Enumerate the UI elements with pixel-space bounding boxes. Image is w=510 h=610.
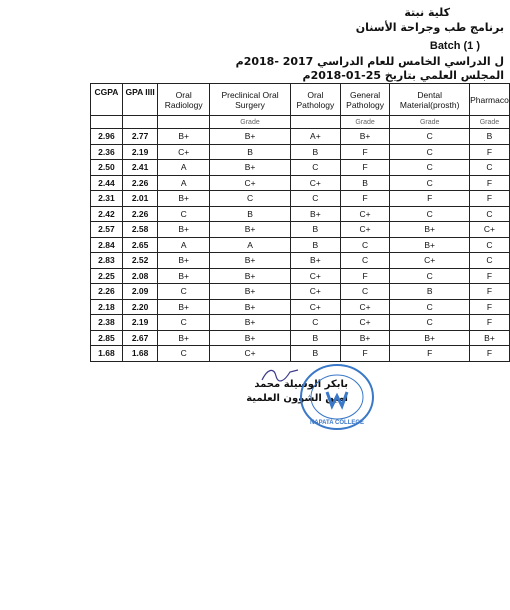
subheader-cell: Grade: [210, 116, 291, 129]
grade-cell: B+: [390, 237, 470, 253]
subheader-cell: Grade: [340, 116, 390, 129]
grade-cell: C+: [210, 346, 291, 362]
grade-cell: B: [210, 206, 291, 222]
grade-cell: B+: [158, 268, 210, 284]
grade-cell: C: [469, 237, 509, 253]
column-header-gpa: GPA IIII: [122, 84, 158, 116]
gpa-cell: 2.52: [122, 253, 158, 269]
gpa-cell: 2.08: [122, 268, 158, 284]
grade-cell: B+: [210, 160, 291, 176]
grade-cell: B+: [340, 129, 390, 145]
grade-cell: C: [158, 206, 210, 222]
program-name: برنامج طب وجراحة الأسنان: [355, 21, 504, 34]
grade-cell: B: [291, 222, 341, 238]
grade-cell: C+: [291, 268, 341, 284]
batch-label: Batch (1 ): [429, 40, 480, 52]
grade-cell: C: [340, 284, 390, 300]
table-row: [91, 268, 510, 284]
column-header-pharmaco: Pharmaco: [469, 84, 509, 116]
table-row: [91, 346, 510, 362]
grade-cell: C+: [390, 253, 470, 269]
gpa-cell: 1.68: [122, 346, 158, 362]
gpa-cell: 2.77: [122, 129, 158, 145]
gpa-cell: 2.19: [122, 315, 158, 331]
grade-cell: C: [291, 160, 341, 176]
signatory-name: بابكر الوسيلة محمد: [254, 379, 348, 390]
grade-cell: B+: [210, 268, 291, 284]
grade-cell: C+: [340, 299, 390, 315]
grade-cell: B: [390, 284, 470, 300]
gpa-cell: 2.01: [122, 191, 158, 207]
grade-cell: B+: [390, 222, 470, 238]
gpa-cell: 2.26: [122, 206, 158, 222]
grade-cell: C: [469, 160, 509, 176]
grade-cell: C: [158, 346, 210, 362]
gpa-cell: 2.26: [122, 175, 158, 191]
subheader-cell: Grade: [390, 116, 470, 129]
grade-cell: C: [340, 237, 390, 253]
grade-cell: F: [390, 191, 470, 207]
grade-cell: C+: [158, 144, 210, 160]
semester-title: ل الدراسي الخامس للعام الدراسي 2017 -2018م: [235, 55, 504, 68]
gpa-cell: 2.96: [91, 129, 123, 145]
table-header-row: [91, 84, 510, 116]
svg-text:NAPATA COLLEGE: NAPATA COLLEGE: [309, 420, 365, 426]
gpa-cell: 2.20: [122, 299, 158, 315]
table-row: [91, 284, 510, 300]
grade-cell: B+: [158, 299, 210, 315]
grade-cell: C: [390, 129, 470, 145]
grade-cell: B+: [158, 253, 210, 269]
grade-cell: F: [469, 284, 509, 300]
grade-cell: C: [158, 315, 210, 331]
grade-cell: C+: [291, 284, 341, 300]
gpa-cell: 2.84: [91, 237, 123, 253]
grade-cell: F: [340, 268, 390, 284]
grade-cell: B+: [469, 330, 509, 346]
grade-cell: F: [469, 299, 509, 315]
subheader-cell: [291, 116, 341, 129]
grade-cell: A: [158, 175, 210, 191]
table-row: [91, 299, 510, 315]
grade-cell: F: [469, 191, 509, 207]
column-header-general-pathology: General Pathology: [340, 84, 390, 116]
grade-cell: B+: [340, 330, 390, 346]
table-subheader-row: [91, 116, 510, 129]
grade-cell: A: [210, 237, 291, 253]
table-row: [91, 175, 510, 191]
grade-cell: C+: [291, 175, 341, 191]
grade-cell: C: [291, 191, 341, 207]
grade-cell: A: [158, 237, 210, 253]
grade-cell: B+: [210, 129, 291, 145]
gpa-cell: 2.58: [122, 222, 158, 238]
subheader-cell: [122, 116, 158, 129]
gpa-cell: 2.50: [91, 160, 123, 176]
grade-cell: B+: [390, 330, 470, 346]
gpa-cell: 2.41: [122, 160, 158, 176]
gpa-cell: 2.65: [122, 237, 158, 253]
grade-cell: B+: [158, 191, 210, 207]
grade-cell: A: [158, 160, 210, 176]
table-row: [91, 144, 510, 160]
grade-cell: B+: [291, 206, 341, 222]
column-header-cgpa: CGPA: [91, 84, 123, 116]
grade-cell: B+: [158, 330, 210, 346]
gpa-cell: 2.85: [91, 330, 123, 346]
grades-table-body: [91, 129, 510, 362]
subheader-cell: Grade: [469, 116, 509, 129]
grade-cell: B: [340, 175, 390, 191]
grade-cell: B: [469, 129, 509, 145]
signatory-title: امين الشؤون العلمية: [246, 393, 348, 404]
grade-cell: B+: [210, 315, 291, 331]
grade-cell: C: [390, 315, 470, 331]
college-stamp-seal: [298, 362, 376, 432]
grade-cell: C: [210, 191, 291, 207]
grade-cell: C: [390, 268, 470, 284]
grade-cell: A+: [291, 129, 341, 145]
grade-cell: B+: [158, 222, 210, 238]
grade-cell: C: [390, 160, 470, 176]
table-row: [91, 330, 510, 346]
grade-cell: C+: [340, 222, 390, 238]
grade-cell: F: [469, 346, 509, 362]
column-header-oral-pathology: Oral Pathology: [291, 84, 341, 116]
gpa-cell: 2.19: [122, 144, 158, 160]
table-row: [91, 129, 510, 145]
grade-cell: B+: [210, 284, 291, 300]
gpa-cell: 2.44: [91, 175, 123, 191]
grade-cell: B: [291, 237, 341, 253]
grade-cell: F: [390, 346, 470, 362]
grade-cell: B: [291, 144, 341, 160]
grade-cell: C: [291, 315, 341, 331]
grade-cell: C+: [210, 175, 291, 191]
gpa-cell: 2.57: [91, 222, 123, 238]
grade-cell: B+: [210, 253, 291, 269]
gpa-cell: 1.68: [91, 346, 123, 362]
grade-cell: F: [340, 191, 390, 207]
subheader-cell: [158, 116, 210, 129]
grade-cell: B+: [158, 129, 210, 145]
grade-cell: B+: [210, 299, 291, 315]
gpa-cell: 2.26: [91, 284, 123, 300]
grade-cell: C: [340, 253, 390, 269]
grade-cell: C: [390, 144, 470, 160]
grade-cell: F: [469, 315, 509, 331]
gpa-cell: 2.31: [91, 191, 123, 207]
grade-cell: F: [469, 175, 509, 191]
table-row: [91, 315, 510, 331]
subheader-cell: [91, 116, 123, 129]
grade-cell: C: [390, 299, 470, 315]
grade-cell: B: [291, 346, 341, 362]
gpa-cell: 2.25: [91, 268, 123, 284]
grade-cell: C: [158, 284, 210, 300]
grade-cell: F: [340, 160, 390, 176]
grade-cell: B: [210, 144, 291, 160]
grade-cell: B+: [210, 330, 291, 346]
table-row: [91, 253, 510, 269]
grade-cell: C: [390, 206, 470, 222]
grade-cell: C: [469, 206, 509, 222]
grade-cell: C+: [340, 315, 390, 331]
grade-cell: C+: [469, 222, 509, 238]
grade-cell: C+: [291, 299, 341, 315]
grade-cell: C: [390, 175, 470, 191]
table-row: [91, 222, 510, 238]
college-name: كلية نبتة: [404, 6, 450, 19]
column-header-dental-material: Dental Material(prosth): [390, 84, 470, 116]
gpa-cell: 2.38: [91, 315, 123, 331]
column-header-oral-radiology: Oral Radiology: [158, 84, 210, 116]
table-row: [91, 160, 510, 176]
gpa-cell: 2.83: [91, 253, 123, 269]
gpa-cell: 2.36: [91, 144, 123, 160]
grade-cell: F: [340, 346, 390, 362]
gpa-cell: 2.18: [91, 299, 123, 315]
column-header-preclinical-oral-surgery: Preclinical Oral Surgery: [210, 84, 291, 116]
grade-cell: F: [469, 268, 509, 284]
grade-cell: C+: [340, 206, 390, 222]
council-date: المجلس العلمي بتاريخ 25-01-2018م: [302, 69, 504, 82]
grade-cell: C: [469, 253, 509, 269]
grade-cell: F: [469, 144, 509, 160]
grade-cell: F: [340, 144, 390, 160]
grades-table: [90, 83, 510, 362]
grade-cell: B+: [210, 222, 291, 238]
gpa-cell: 2.09: [122, 284, 158, 300]
table-row: [91, 206, 510, 222]
gpa-cell: 2.67: [122, 330, 158, 346]
table-row: [91, 237, 510, 253]
table-row: [91, 191, 510, 207]
grade-cell: B: [291, 330, 341, 346]
grade-cell: B+: [291, 253, 341, 269]
gpa-cell: 2.42: [91, 206, 123, 222]
